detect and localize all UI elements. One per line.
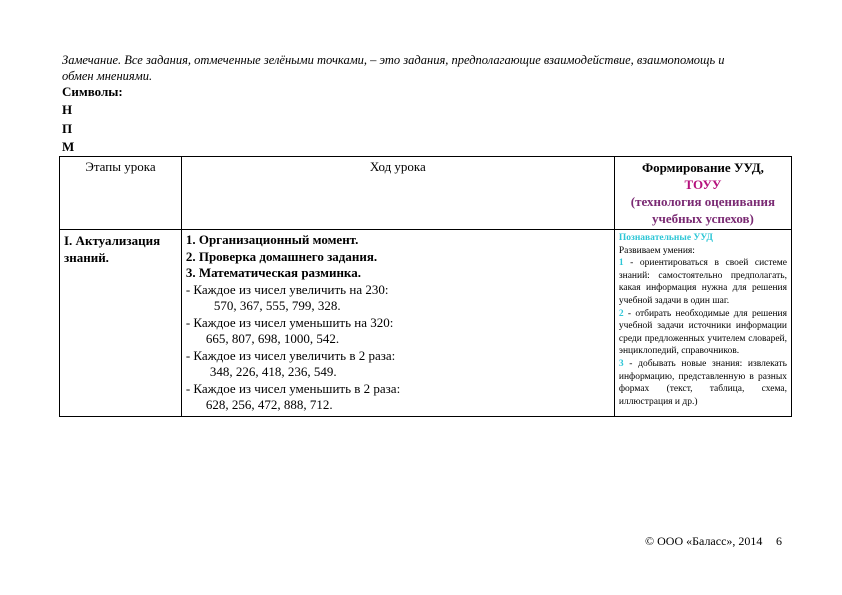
header-stages: Этапы урока [60,157,182,230]
uud-item-3 [619,358,787,408]
header-technology: (технология оценивания учебных успехов) [630,194,776,226]
uud-item-2-text: - отбирать необходимые для решения учебной задачи источники информации среди предложенных учителем словарей, энциклопедий, справочников. [618,308,787,357]
flow-step-1: 1. Организационный момент. [185,232,359,247]
table-header-row [60,157,792,230]
task-increase-230: - Каждое из чисел увеличить на 230: [185,281,389,297]
header-touu: ТОУУ [684,177,722,192]
uud-item-3-text: - добывать новые знания: извлекать информацию, представленную в разных формах (текст, таблица, схема, иллюстрация и др.) [618,358,787,407]
uud-item-1-number: 1 [618,258,624,269]
uud-item-1 [619,257,787,307]
note-text: Замечание. Все задания, отмеченные зелёными точками, – это задания, предполагающие взаимодействие, взаимопомощь и обмен мнениями. [62,53,725,83]
page-number: 6 [776,534,782,548]
flow-step-2: 2. Проверка домашнего задания. [185,248,378,264]
header-uud-line1: Формирование УУД, [641,160,764,175]
header-flow: Ход урока [181,157,614,230]
uud-item-2 [619,308,787,358]
task-halve: - Каждое из чисел уменьшить в 2 раза: [185,380,401,396]
header-uud [614,157,791,230]
uud-cell [614,230,791,417]
uud-item-1-text: - ориентироваться в своей системе знаний: самостоятельно предполагать, какая информация нужна для решения учебной задачи в один шаг. [618,258,787,306]
task-decrease-320: - Каждое из чисел уменьшить на 320: [185,314,394,330]
copyright-footer: © ООО «Баласс», 2014 [645,534,763,548]
symbols-title: Символы: [62,84,123,99]
symbol-m: М [62,139,75,154]
table-row [60,230,792,417]
task-numbers-1: 570, 367, 555, 799, 328. [213,298,341,313]
task-numbers-4: 628, 256, 472, 888, 712. [205,397,333,412]
task-double: - Каждое из чисел увеличить в 2 раза: [185,347,396,363]
symbol-n: Н [62,102,73,117]
lesson-table [59,156,792,417]
uud-title: Познавательные УУД [618,233,713,243]
task-numbers-3: 348, 226, 418, 236, 549. [209,364,337,379]
uud-intro: Развиваем умения: [618,245,695,256]
uud-item-2-number: 2 [618,308,624,319]
stage-cell: I. Актуализация знаний. [60,230,182,417]
flow-cell [181,230,614,417]
task-numbers-2: 665, 807, 698, 1000, 542. [205,331,340,346]
flow-step-3: 3. Математическая разминка. [185,265,361,280]
uud-item-3-number: 3 [618,358,624,369]
symbol-p: П [62,121,73,136]
